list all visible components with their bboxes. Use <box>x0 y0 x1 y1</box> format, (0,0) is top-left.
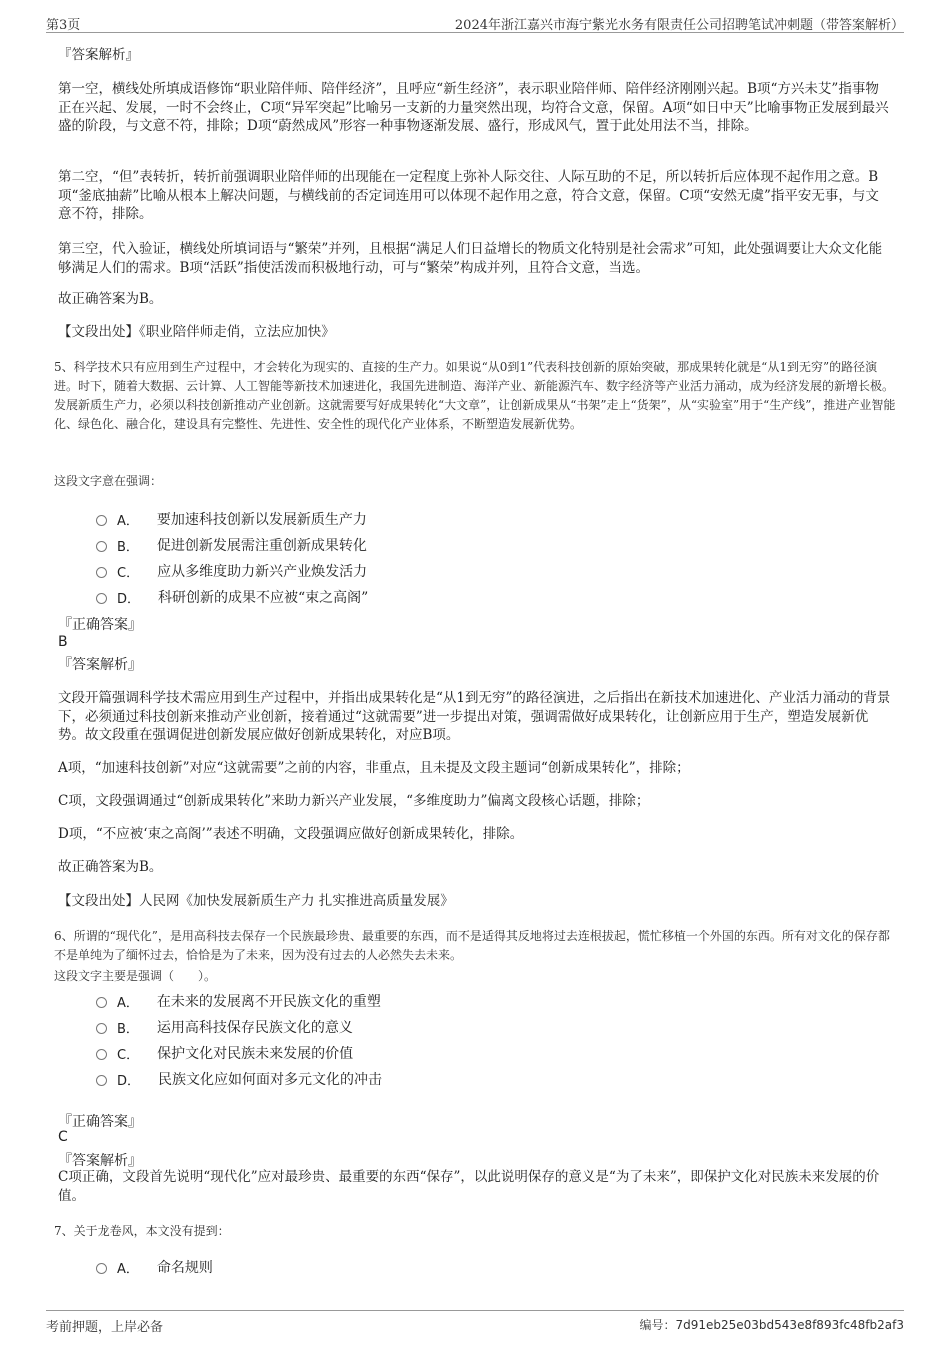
radio-icon[interactable] <box>96 515 107 526</box>
radio-icon[interactable] <box>96 1023 107 1034</box>
q4-analysis-p4: 故正确答案为B。 <box>58 291 163 307</box>
radio-icon[interactable] <box>96 567 107 578</box>
q5-analysis-p5: 故正确答案为B。 <box>58 859 163 875</box>
q5-question: 这段文字意在强调： <box>54 474 163 488</box>
q6-stem: 6、所谓的“现代化”，是用高科技去保存一个民族最珍贵、最重要的东西，而不是适得其反地将过去连根拔起，慌忙移植一个外国的东西。所有对文化的保存都不是单纯为了缅怀过去，恰恰是为了未来，因为没有过去的人必然失去未来。 <box>54 929 890 962</box>
q4-analysis-p2: 第二空，“但”表转折，转折前强调职业陪伴师的出现能在一定程度上弥补人际交往、人际互助的不足，所以转折后应体现不起作用之意。B项“釜底抽薪”比喻从根本上解决问题，与横线前的否定词连用可以体现不起作用之意，符合文意，保留。C项“安然无虞”指平安无事，与文意不符，排除。 <box>58 169 879 222</box>
radio-icon[interactable] <box>96 593 107 604</box>
q4-source: 【文段出处】《职业陪伴师走俏，立法应加快》 <box>58 324 335 340</box>
q5-analysis-p4: D项，“不应被‘束之高阁’”表述不明确，文段强调应做好创新成果转化，排除。 <box>58 826 524 842</box>
q5-stem: 5、科学技术只有应用到生产过程中，才会转化为现实的、直接的生产力。如果说“从0到1”代表科技创新的原始突破，那成果转化就是“从1到无穷”的路径演进。时下，随着大数据、云计算、人工智能等新技术加速进化，我国先进制造、海洋产业、新能源汽车、数字经济等产业活力涌动，成为经济发展的新增长极。发展新质生产力，必须以科技创新推动产业创新。这就需要写好成果转化“大文章”，让创新成果从“书架”走上“货架”，从“实验室”用于“生产线”，推进产业智能化、绿色化、融合化，建设具有完整性、先进性、安全性的现代化产业体系，不断塑造发展新优势。 <box>54 360 896 431</box>
q4-analysis-p3: 第三空，代入验证，横线处所填词语与“繁荣”并列，且根据“满足人们日益增长的物质文化特别是社会需求”可知，此处强调要让大众文化能够满足人们的需求。B项“活跃”指使活泼而积极地行动，可与“繁荣”构成并列，且符合文意，当选。 <box>58 241 883 276</box>
q6-question: 这段文字主要是强调（ ）。 <box>54 969 217 983</box>
footer-slogan: 考前押题，上岸必备 <box>46 1320 164 1335</box>
q4-analysis-p1: 第一空，横线处所填成语修饰“职业陪伴师、陪伴经济”，且呼应“新生经济”，表示职业陪伴师、陪伴经济刚刚兴起。B项“方兴未艾”指事物正在兴起、发展，一时不会终止，C项“异军突起”比喻另一支新的力量突然出现，均符合文意，保留。A项“如日中天”比喻事物正发展到最兴盛的阶段，与文意不符，排除；D项“蔚然成风”形容一种事物逐渐发展、盛行，形成风气，置于此处用法不当，排除。 <box>58 81 889 134</box>
page-footer <box>46 1310 904 1335</box>
page-number: 第3页 <box>46 18 81 33</box>
q7-stem: 7、关于龙卷风，本文没有提到： <box>54 1224 230 1238</box>
radio-icon[interactable] <box>96 1049 107 1060</box>
q5-analysis-p1: 文段开篇强调科学技术需应用到生产过程中，并指出成果转化是“从1到无穷”的路径演进，之后指出在新技术加速进化、产业活力涌动的背景下，必须通过科技创新来推动产业创新，接着通过“这就需要”进一步提出对策，强调需做好成果转化，让创新应用于生产，塑造发展新优势。故文段重在强调促进创新发展应做好创新成果转化，对应B项。 <box>58 690 891 743</box>
page-header <box>46 12 904 33</box>
radio-icon[interactable] <box>96 1075 107 1086</box>
q6-answer: C <box>58 1129 68 1145</box>
document-code: 编号：7d91eb25e03bd543e8f893fc48fb2af3 <box>639 1318 904 1332</box>
q5-answer: B <box>58 634 68 650</box>
q7-option-a[interactable]: A． 命名规则 <box>96 1257 213 1277</box>
q5-option-b[interactable]: B． 促进创新发展需注重创新成果转化 <box>96 535 367 555</box>
q5-option-d[interactable]: D． 科研创新的成果不应被“束之高阁” <box>96 587 368 607</box>
q5-correct-label: 『正确答案』 <box>58 617 142 633</box>
q6-option-c[interactable]: C． 保护文化对民族未来发展的价值 <box>96 1043 353 1063</box>
q6-correct-label: 『正确答案』 <box>58 1114 142 1130</box>
q5-source: 【文段出处】人民网《加快发展新质生产力 扎实推进高质量发展》 <box>58 893 454 909</box>
q4-analysis-label: 『答案解析』 <box>58 47 139 63</box>
q6-option-d[interactable]: D． 民族文化应如何面对多元文化的冲击 <box>96 1069 382 1089</box>
q5-option-c[interactable]: C． 应从多维度助力新兴产业焕发活力 <box>96 561 367 581</box>
q5-analysis-p3: C项，文段强调通过“创新成果转化”来助力新兴产业发展，“多维度助力”偏离文段核心话题，排除； <box>58 793 650 809</box>
q5-analysis-p2: A项，“加速科技创新”对应“这就需要”之前的内容，非重点，且未提及文段主题词“创新成果转化”，排除； <box>58 760 690 776</box>
q6-analysis-p1: C项正确，文段首先说明“现代化”应对最珍贵、最重要的东西“保存”，以此说明保存的意义是“为了未来”，即保护文化对民族未来发展的价值。 <box>58 1169 880 1204</box>
q5-option-a[interactable]: A． 要加速科技创新以发展新质生产力 <box>96 509 367 529</box>
document-title: 2024年浙江嘉兴市海宁紫光水务有限责任公司招聘笔试冲刺题（带答案解析） <box>454 18 904 33</box>
q6-analysis-label: 『答案解析』 <box>58 1153 142 1169</box>
q6-option-a[interactable]: A． 在未来的发展离不开民族文化的重塑 <box>96 991 381 1011</box>
q5-analysis-label: 『答案解析』 <box>58 657 142 673</box>
q6-option-b[interactable]: B． 运用高科技保存民族文化的意义 <box>96 1017 353 1037</box>
radio-icon[interactable] <box>96 541 107 552</box>
radio-icon[interactable] <box>96 1263 107 1274</box>
radio-icon[interactable] <box>96 997 107 1008</box>
